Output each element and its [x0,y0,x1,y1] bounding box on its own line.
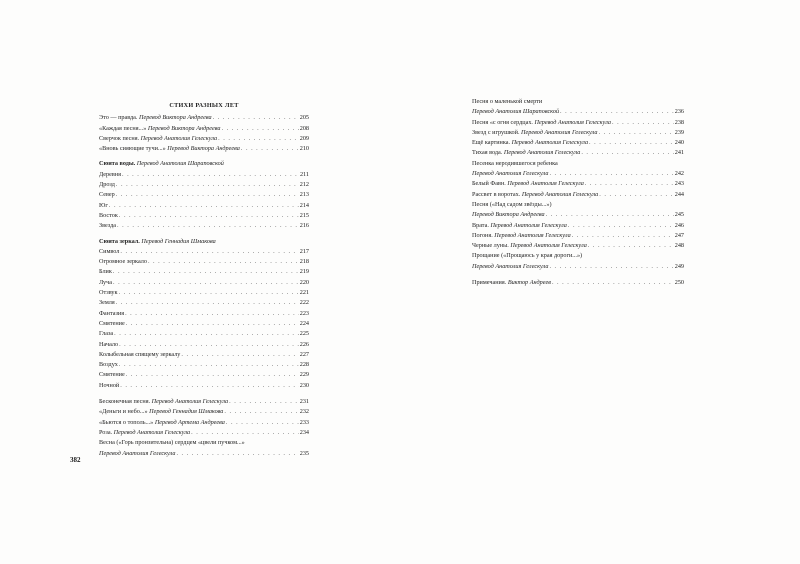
toc-entry[interactable]: Погоня. Перевод Анатолия Гелескула . . . 247 [472,231,684,241]
toc-entry[interactable]: Колыбельная спящему зеркалу . . . 227 [99,350,309,360]
toc-entry[interactable]: Белый Фавн. Перевод Анатолия Гелескула . . . 243 [472,179,684,189]
toc-entry[interactable]: Глаза . . . 225 [99,329,309,339]
toc-block-title[interactable]: Прощание («Прощаюсь у края дороги...») [472,252,583,260]
toc-entry[interactable]: Север . . . 213 [99,190,309,200]
toc-entry[interactable]: Дрозд . . . 212 [99,180,309,190]
toc-entry[interactable]: Это — правда. Перевод Виктора Андреева . . . 205 [99,113,309,123]
toc-entry[interactable]: Смятение . . . 229 [99,370,309,380]
toc-entry[interactable]: Сверчок песня. Перевод Анатолия Гелескула . . . 209 [99,134,309,144]
toc-entry[interactable]: «Вновь сияющие тучи...» Перевод Виктора Андреева . . . 210 [99,144,309,154]
toc-entry-line2[interactable]: Перевод Анатолия Гелескула . . . 235 [99,449,309,459]
toc-entry[interactable]: Отзвук . . . 221 [99,288,309,298]
toc-entry[interactable]: Перевод Анатолия Шараповской . . . 236 [472,107,684,117]
toc-entry[interactable]: Бесконечная песня. Перевод Анатолия Гелескула . . . 231 [99,397,309,407]
toc-entry[interactable]: Земля . . . 222 [99,298,309,308]
toc-entry-notes[interactable]: Примечания. Виктор Андреев . . . 250 [472,278,684,288]
left-page-contents [99,101,309,459]
toc-entry[interactable]: Воздух . . . 228 [99,360,309,370]
toc-entry[interactable]: «Деньги и небо...» Перевод Геннадия Шмакова . . . 232 [99,407,309,417]
toc-entry[interactable]: Роза. Перевод Анатолия Гелескула . . . 234 [99,428,309,438]
toc-block-title[interactable]: Песня о маленькой смерти [472,98,543,105]
toc-entry[interactable]: Перевод Анатолия Гелескула . . . 242 [472,169,684,179]
toc-block-title[interactable]: Песня («Над садом звёзды...») [472,200,552,208]
entry-group-2 [99,170,309,232]
section-heading-water: Сюита воды. Перевод Анатолия Шараповской [99,160,224,168]
toc-entry[interactable]: Перевод Анатолия Гелескула . . . 249 [472,262,684,272]
toc-entry[interactable]: Черные луны. Перевод Анатолия Гелескула . . . 248 [472,241,684,251]
toc-entry[interactable]: Луча . . . 220 [99,278,309,288]
toc-entry[interactable]: «Каждая песня...» Перевод Виктора Андреева . . . 208 [99,124,309,134]
toc-entry[interactable]: Фантазия . . . 223 [99,309,309,319]
toc-entry[interactable]: «Бьются о тополь...» Перевод Артема Андреева . . . 233 [99,418,309,428]
entry-group-3 [99,247,309,391]
toc-entry[interactable]: Деревня . . . 211 [99,170,309,180]
toc-entry[interactable]: Тихая вода. Перевод Анатолия Гелескула . . . 241 [472,148,684,158]
right-page-contents [472,97,684,288]
toc-entry[interactable]: Песня «с огня сердцах. Перевод Анатолия Гелескула . . . 238 [472,118,684,128]
toc-entry[interactable]: Звезда . . . 216 [99,221,309,231]
toc-entry[interactable]: Ночной . . . 230 [99,381,309,391]
toc-entry[interactable]: Врата. Перевод Анатолия Гелескула . . . 246 [472,221,684,231]
toc-entry[interactable]: Перевод Виктора Андреева . . . 245 [472,210,684,220]
toc-entry-line1[interactable]: Весна («Горь пронзительна) сердцем «цвели пучком...» [99,439,245,447]
toc-entry[interactable]: Звезд с игрушкой. Перевод Анатолия Гелескула . . . 239 [472,128,684,138]
toc-entry[interactable]: Ещё картинка. Перевод Анатолия Гелескула . . . 240 [472,138,684,148]
entry-group-1 [99,113,309,154]
section-heading-mirrors: Сюита зеркал. Перевод Геннадия Шмакова [99,237,216,245]
toc-entry[interactable]: Рассвет в воротах. Перевод Анатолия Гелескула . . . 244 [472,190,684,200]
entry-group-4 [99,397,309,459]
toc-entry[interactable]: Восток . . . 215 [99,211,309,221]
toc-entry[interactable]: Юг . . . 214 [99,201,309,211]
toc-entry[interactable]: Огромное зеркало . . . 218 [99,257,309,267]
page-number: 382 [70,456,81,464]
toc-entry[interactable]: Начало . . . 226 [99,340,309,350]
toc-block-title[interactable]: Песенка неродившегося ребенка [472,159,558,167]
toc-entry[interactable]: Блик . . . 219 [99,267,309,277]
contents-heading: СТИХИ РАЗНЫХ ЛЕТ [169,102,239,109]
toc-entry[interactable]: Символ . . . 217 [99,247,309,257]
toc-entry[interactable]: Смятение . . . 224 [99,319,309,329]
